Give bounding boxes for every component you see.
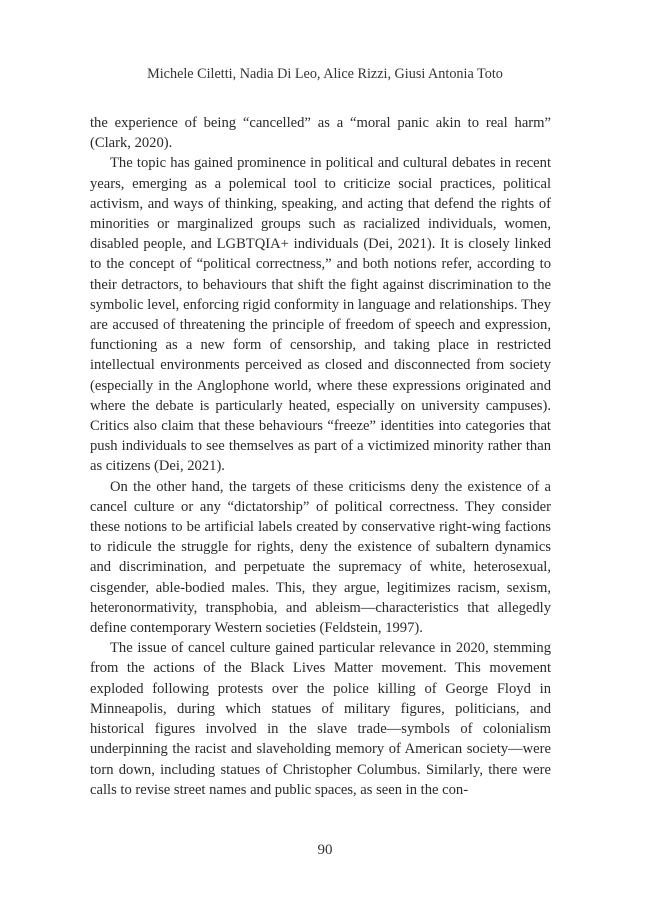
paragraph-2020-relevance: The issue of cancel culture gained particular relevance in 2020, stemming from the actions of the Black Lives Matter movement. This movement exploded following protests over the police killing of George Floyd in Minneapolis, during which statues of military figures, politicians, and historical figures involved in the slave trade—symbols of colonialism underpinning the racist and slaveholding memory of American society—were torn down, including statues of Christopher Columbus. Similarly, there were calls to revise street names and public spaces, as seen in the con- (90, 640, 551, 798)
paragraph-topic-prominence: The topic has gained prominence in political and cultural debates in recent years, emerging as a polemical tool to criticize social practices, political activism, and ways of thinking, speaking, and acting that defend the rights of minorities or marginalized groups such as racialized individuals, women, disabled people, and LGBTQIA+ individuals (Dei, 2021). It is closely linked to the concept of “political correctness,” and both notions refer, according to their detractors, to behaviours that shift the fight against discrimination to the symbolic level, enforcing rigid conformity in language and relationships. They are accused of threatening the principle of freedom of speech and expression, functioning as a new form of censorship, and taking place in restricted intellectual environments perceived as closed and disconnected from society (especially in the Anglophone world, where these expressions originated and where the debate is particularly heated, especially on university campuses). Critics also claim that these behaviours “freeze” identities into categories that push individuals to see themselves as part of a victimized minority rather than as citizens (Dei, 2021). (90, 155, 551, 475)
page-number: 90 (317, 842, 333, 858)
paragraph-counterargument: On the other hand, the targets of these criticisms deny the existence of a cancel culture or any “dictatorship” of political correctness. They consider these notions to be artificial labels created by conservative right-wing factions to ridicule the struggle for rights, deny the existence of subaltern dynamics and discrimination, and perpetuate the supremacy of white, heterosexual, cisgender, able-bodied males. This, they argue, legitimizes racism, sexism, heteronormativity, transphobia, and ableism—characteristics that allegedly define contemporary Western societies (Feldstein, 1997). (90, 478, 551, 637)
paragraph-continuation: the experience of being “cancelled” as a “moral panic akin to real harm” (Clark, 2020). (90, 115, 551, 152)
body-text (90, 113, 551, 800)
running-header-authors: Michele Ciletti, Nadia Di Leo, Alice Rizzi, Giusi Antonia Toto (147, 66, 503, 82)
